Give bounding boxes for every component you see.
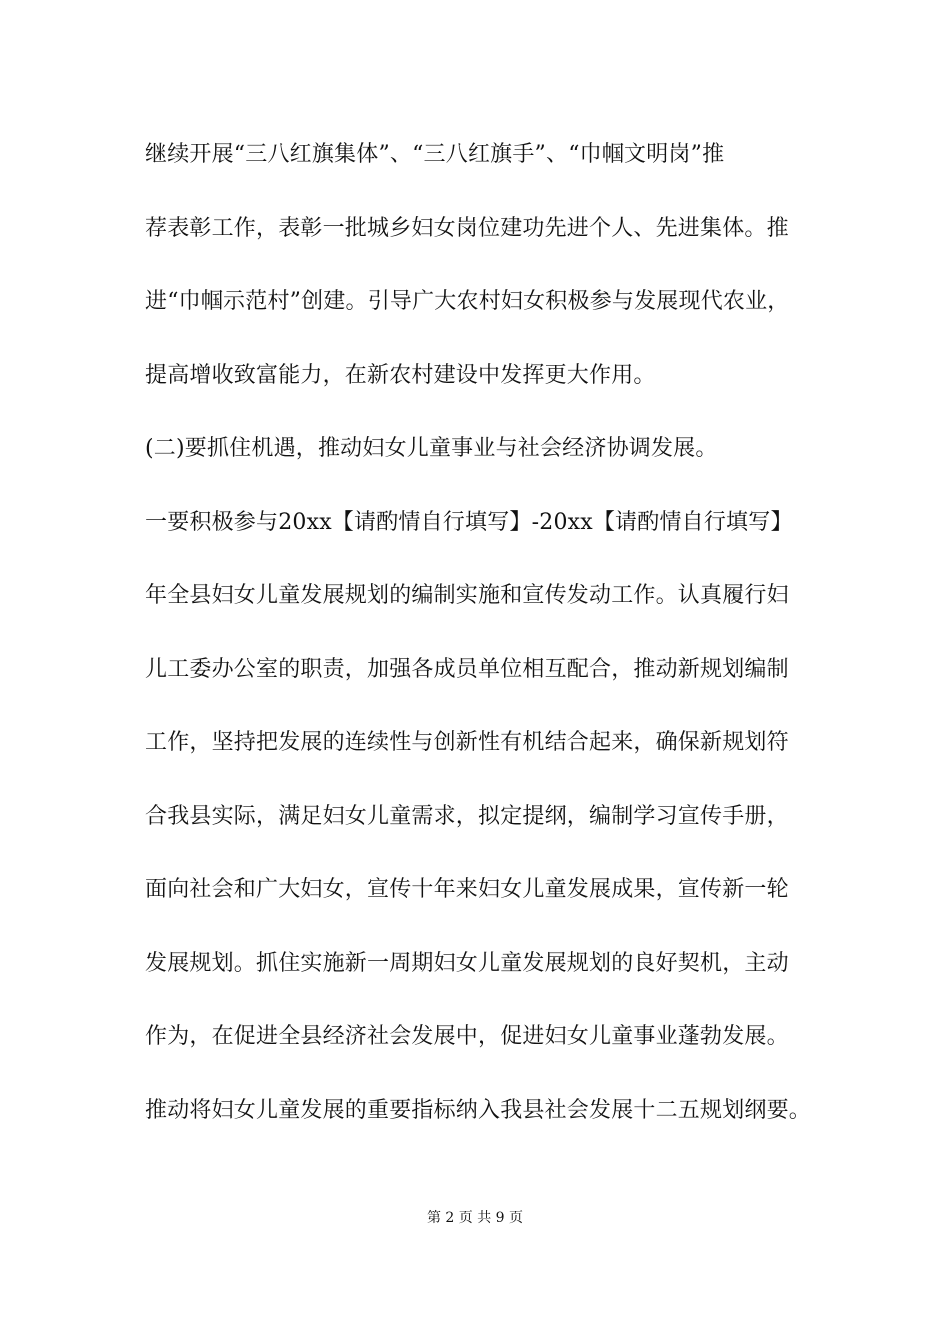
text-line: 年全县妇女儿童发展规划的编制实施和宣传发动工作。认真履行妇 xyxy=(145,583,789,608)
text-line: 一要积极参与20xx【请酌情自行填写】-20xx【请酌情自行填写】 xyxy=(145,509,793,535)
text-line: 荐表彰工作，表彰一批城乡妇女岗位建功先进个人、先进集体。推 xyxy=(145,215,789,241)
text-line: 儿工委办公室的职责，加强各成员单位相互配合，推动新规划编制 xyxy=(145,656,789,682)
text-line: 工作，坚持把发展的连续性与创新性有机结合起来，确保新规划符 xyxy=(145,730,789,755)
text-line: 面向社会和广大妇女，宣传十年来妇女儿童发展成果，宣传新一轮 xyxy=(145,877,789,902)
text-line: 合我县实际，满足妇女儿童需求，拟定提纲，编制学习宣传手册， xyxy=(145,803,789,829)
text-line: 继续开展“三八红旗集体”、“三八红旗手”、“巾帼文明岗”推 xyxy=(145,142,725,167)
page-number-footer: 第 2 页 共 9 页 xyxy=(426,1210,524,1226)
text-line: 作为，在促进全县经济社会发展中，促进妇女儿童事业蓬勃发展。 xyxy=(145,1024,789,1049)
text-line: 推动将妇女儿童发展的重要指标纳入我县社会发展十二五规划纲要。 xyxy=(145,1097,812,1123)
body-text xyxy=(145,135,845,1164)
text-line: 进“巾帼示范村”创建。引导广大农村妇女积极参与发展现代农业， xyxy=(145,289,790,314)
text-line: 提高增收致富能力，在新农村建设中发挥更大作用。 xyxy=(145,362,656,388)
section-heading: (二)要抓住机遇，推动妇女儿童事业与社会经济协调发展。 xyxy=(145,436,718,461)
text-line: 发展规划。抓住实施新一周期妇女儿童发展规划的良好契机，主动 xyxy=(145,950,789,976)
